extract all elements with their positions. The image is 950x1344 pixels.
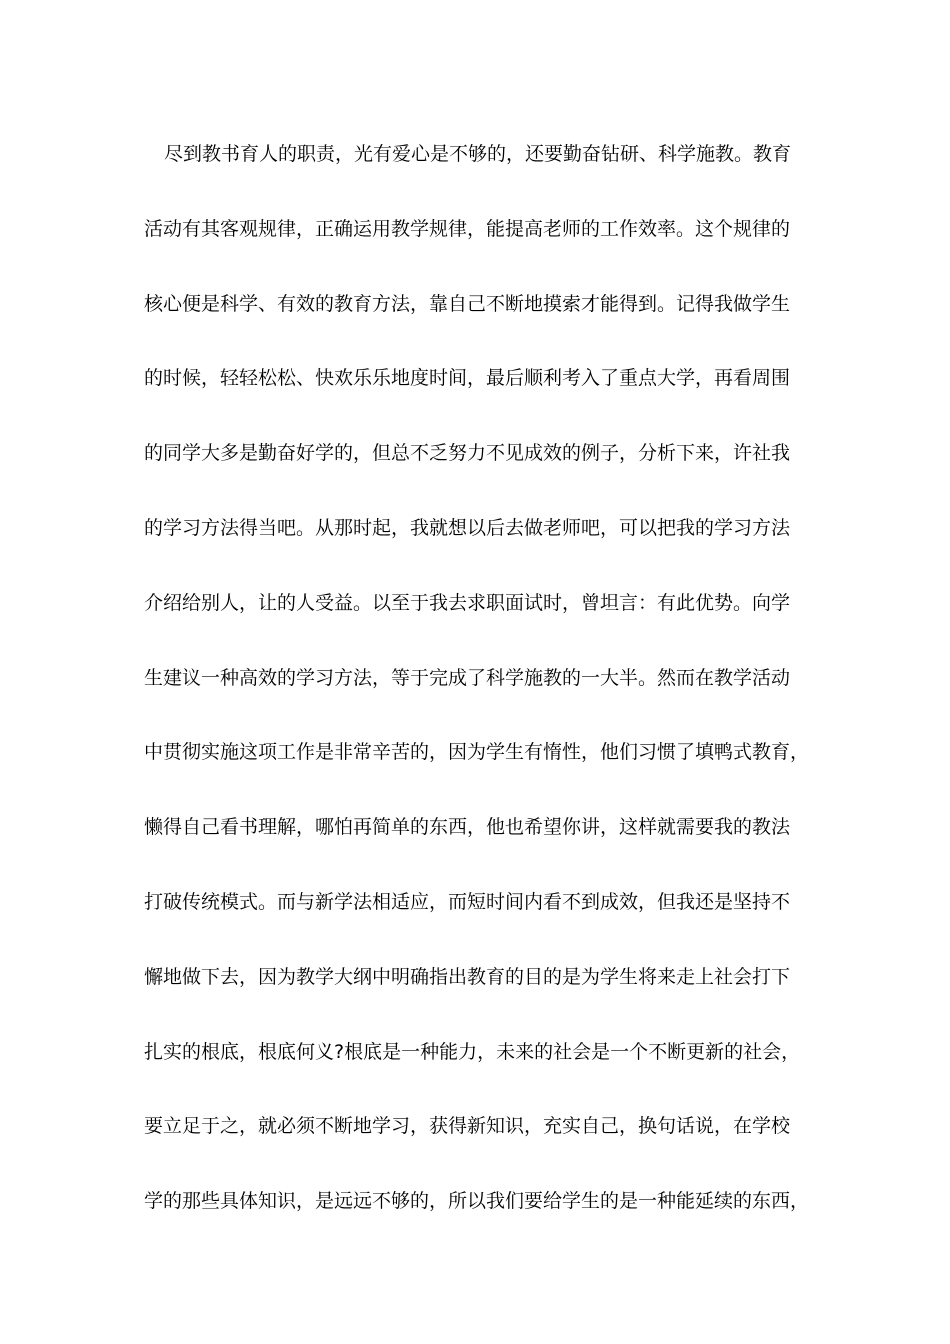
body-paragraph (144, 135, 809, 1257)
paragraph-line-3: 核心便是科学、有效的教育方法，靠自己不断地摸索才能得到。记得我做学生 (144, 292, 791, 315)
paragraph-line-9: 中贯彻实施这项工作是非常辛苦的，因为学生有惰性，他们习惯了填鸭式教育， (144, 741, 810, 764)
paragraph-line-1: 尽到教书育人的职责，光有爱心是不够的，还要勤奋钻研、科学施教。教育 (164, 143, 792, 165)
paragraph-line-12: 懈地做下去，因为教学大纲中明确指出教育的目的是为学生将来走上社会打下 (144, 965, 791, 988)
paragraph-line-15: 学的那些具体知识，是远远不够的，所以我们要给学生的是一种能延续的东西， (144, 1190, 810, 1213)
paragraph-line-2: 活动有其客观规律，正确运用教学规律，能提高老师的工作效率。这个规律的 (144, 217, 791, 240)
paragraph-line-8: 生建议一种高效的学习方法，等于完成了科学施教的一大半。然而在教学活动 (144, 666, 791, 689)
paragraph-line-13: 扎实的根底，根底何义?根底是一种能力，未来的社会是一个不断更新的社会， (144, 1040, 801, 1063)
paragraph-line-11: 打破传统模式。而与新学法相适应，而短时间内看不到成效，但我还是坚持不 (144, 890, 791, 913)
paragraph-line-14: 要立足于之，就必须不断地学习，获得新知识，充实自己，换句话说，在学校 (144, 1115, 791, 1138)
paragraph-line-4: 的时候，轻轻松松、快欢乐乐地度时间，最后顺利考入了重点大学，再看周围 (144, 367, 791, 390)
paragraph-line-5: 的同学大多是勤奋好学的，但总不乏努力不见成效的例子，分析下来，许社我 (144, 442, 791, 465)
paragraph-line-7: 介绍给别人，让的人受益。以至于我去求职面试时，曾坦言：有此优势。向学 (144, 591, 791, 614)
paragraph-line-6: 的学习方法得当吧。从那时起，我就想以后去做老师吧，可以把我的学习方法 (144, 516, 791, 539)
paragraph-line-10: 懒得自己看书理解，哪怕再简单的东西，他也希望你讲，这样就需要我的教法 (144, 816, 791, 839)
